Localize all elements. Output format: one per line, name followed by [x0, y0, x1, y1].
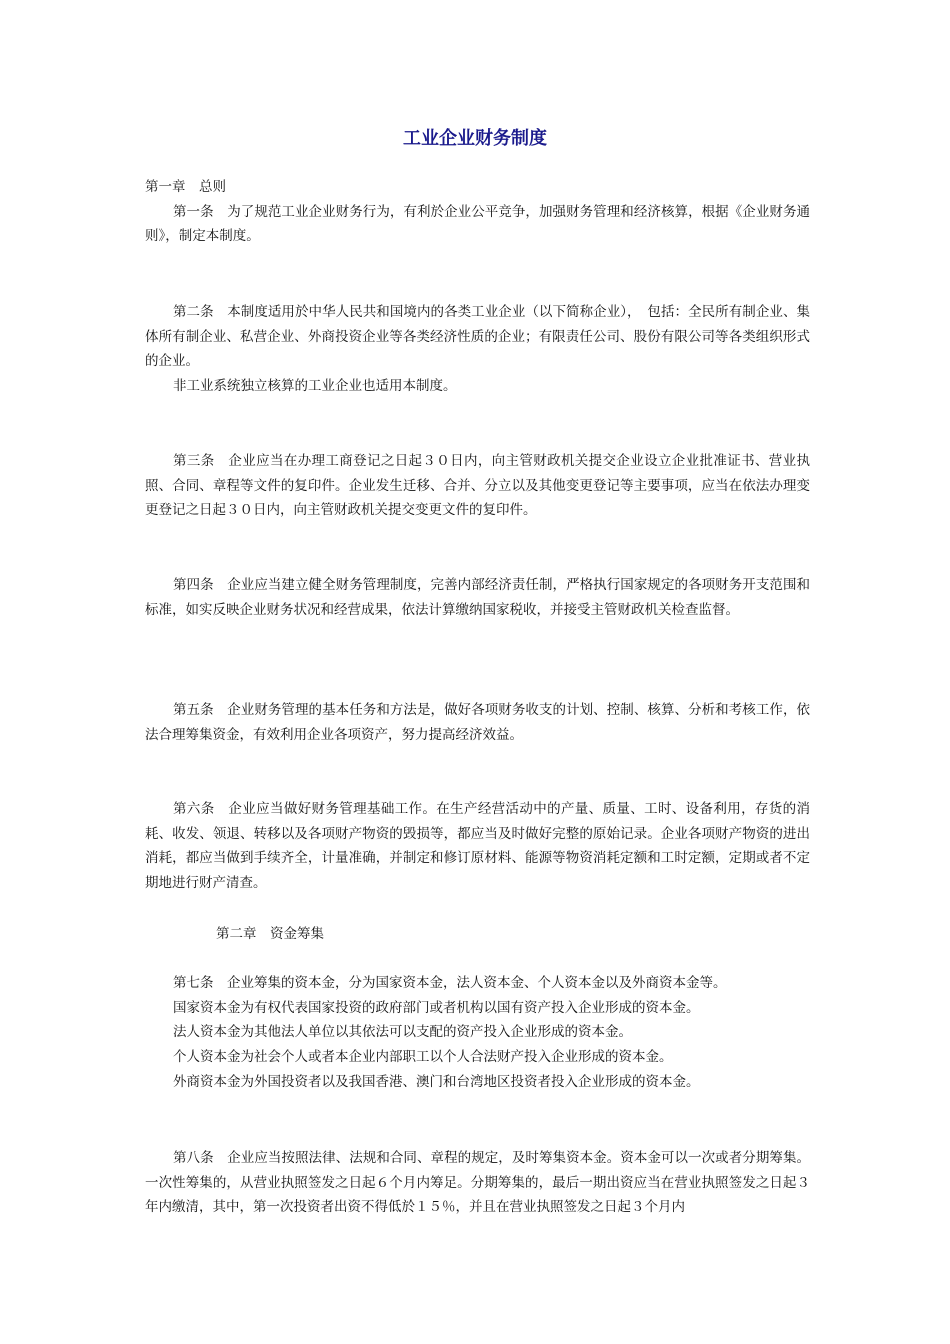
article-6-section — [145, 797, 810, 896]
article-7-line-4: 外商资本金为外国投资者以及我国香港、澳门和台湾地区投资者投入企业形成的资本金。 — [173, 1073, 700, 1090]
article-6: 第六条 企业应当做好财务管理基础工作。在生产经营活动中的产量、质量、工时、设备利用，存货的消耗、收发、领退、转移以及各项财产物资的毁损等，都应当及时做好完整的原始记录。企业各项财产物资的进出消耗，都应当做到手续齐全，计量准确，并制定和修订原材料、能源等物资消耗定额和工时定额，定期或者不定期地进行财产清查。 — [145, 801, 810, 892]
article-1: 第一条 为了规范工业企业财务行为，有利於企业公平竞争，加强财务管理和经济核算，根据《企业财务通则》，制定本制度。 — [145, 203, 810, 245]
chapter-1-section — [145, 175, 810, 249]
article-3: 第三条 企业应当在办理工商登记之日起３０日内，向主管财政机关提交企业设立企业批准证书、营业执照、合同、章程等文件的复印件。企业发生迁移、合并、分立以及其他变更登记等主要事项，应当在依法办理变更登记之日起３０日内，向主管财政机关提交变更文件的复印件。 — [145, 453, 810, 519]
article-2: 第二条 本制度适用於中华人民共和国境内的各类工业企业（以下简称企业）， 包括：全民所有制企业、集体所有制企业、私营企业、外商投资企业等各类经济性质的企业；有限责任公司、股份有限公司等各类组织形式的企业。 — [145, 304, 810, 370]
document-title: 工业企业财务制度 — [403, 128, 547, 149]
article-8: 第八条 企业应当按照法律、法规和合同、章程的规定，及时筹集资本金。资本金可以一次或者分期筹集。一次性筹集的，从营业执照签发之日起６个月内筹足。分期筹集的，最后一期出资应当在营业执照签发之日起３年内缴清，其中，第一次投资者出资不得低於１５％，并且在营业执照签发之日起３个月内 — [145, 1150, 810, 1216]
article-7-line-1: 国家资本金为有权代表国家投资的政府部门或者机构以国有资产投入企业形成的资本金。 — [173, 999, 700, 1016]
article-8-section — [145, 1146, 810, 1220]
article-7-line-2: 法人资本金为其他法人单位以其依法可以支配的资产投入企业形成的资本金。 — [173, 1024, 632, 1041]
article-3-section — [145, 449, 810, 523]
chapter-1-heading: 第一章 总则 — [145, 179, 226, 195]
article-2-section — [145, 300, 810, 399]
chapter-2-heading: 第二章 资金筹集 — [216, 926, 324, 942]
article-2-extra: 非工业系统独立核算的工业企业也适用本制度。 — [173, 378, 457, 395]
article-7-section — [145, 971, 810, 1095]
article-4: 第四条 企业应当建立健全财务管理制度，完善内部经济责任制，严格执行国家规定的各项财务开支范围和标准，如实反映企业财务状况和经营成果，依法计算缴纳国家税收，并接受主管财政机关检查监督。 — [145, 577, 810, 618]
article-7-line-3: 个人资本金为社会个人或者本企业内部职工以个人合法财产投入企业形成的资本金。 — [173, 1049, 673, 1066]
article-4-section — [145, 573, 810, 622]
article-5: 第五条 企业财务管理的基本任务和方法是，做好各项财务收支的计划、控制、核算、分析和考核工作，依法合理筹集资金，有效利用企业各项资产，努力提高经济效益。 — [145, 702, 810, 743]
article-5-section — [145, 698, 810, 747]
article-7: 第七条 企业筹集的资本金，分为国家资本金，法人资本金、个人资本金以及外商资本金等。 — [173, 975, 727, 991]
